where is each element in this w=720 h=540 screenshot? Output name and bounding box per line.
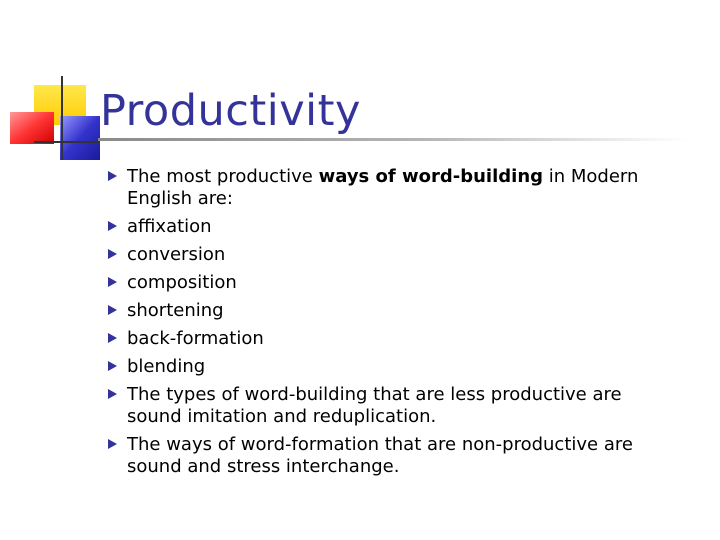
square-bullet-icon <box>108 439 117 449</box>
bullet-item <box>0 166 720 210</box>
bullet-text-intro: The most productive <box>127 166 319 187</box>
bullet-item <box>0 272 720 294</box>
bullet-text-bold: ways of word-building <box>318 166 544 187</box>
bullet-item <box>0 434 720 478</box>
bullet-item <box>0 328 720 350</box>
bullet-item <box>0 300 720 322</box>
bullet-text: shortening <box>127 300 224 321</box>
blue-square <box>60 116 100 160</box>
square-bullet-icon <box>108 277 117 287</box>
square-bullet-icon <box>108 389 117 399</box>
red-square <box>10 112 54 144</box>
square-bullet-icon <box>108 171 117 181</box>
slide-title: Productivity <box>100 86 361 136</box>
decorative-squares-logo <box>0 0 110 170</box>
bullet-item <box>0 356 720 378</box>
bullet-text: back-formation <box>127 328 264 349</box>
bullet-text: composition <box>127 272 237 293</box>
bullet-text: The types of word-building that are less productive are sound imitation and reduplication. <box>127 384 622 427</box>
bullet-text: blending <box>127 356 206 377</box>
title-underline <box>98 138 688 141</box>
bullet-item <box>0 384 720 428</box>
bullet-text: conversion <box>127 244 226 265</box>
bullet-item <box>0 244 720 266</box>
square-bullet-icon <box>108 361 117 371</box>
square-bullet-icon <box>108 333 117 343</box>
bullet-item <box>0 216 720 238</box>
square-bullet-icon <box>108 249 117 259</box>
bullet-text: affixation <box>127 216 212 237</box>
bullet-text: The ways of word-formation that are non-productive are sound and stress interchange. <box>127 434 633 477</box>
bullet-list <box>0 166 720 484</box>
square-bullet-icon <box>108 305 117 315</box>
square-bullet-icon <box>108 221 117 231</box>
bullet-text-end: in Modern English are: <box>127 166 639 209</box>
